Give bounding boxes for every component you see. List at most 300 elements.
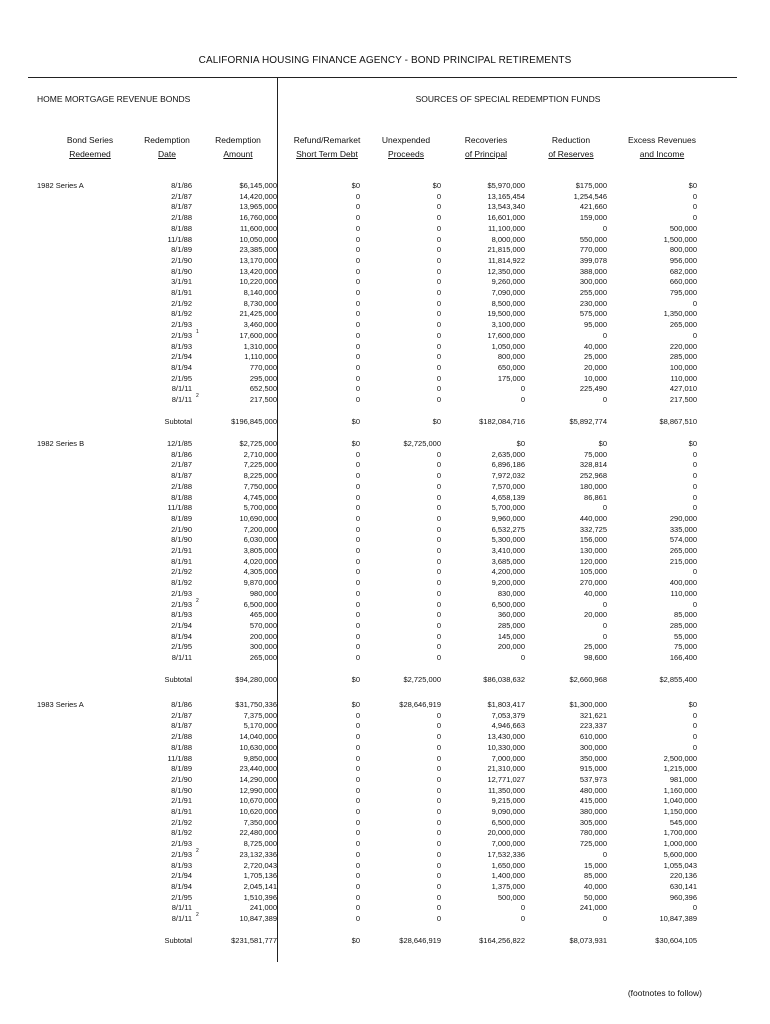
redemption-date: 8/1/86 bbox=[171, 700, 192, 709]
reduction-value: 305,000 bbox=[579, 817, 607, 827]
reduction-value: 480,000 bbox=[579, 785, 607, 795]
unexpended-value: 0 bbox=[436, 503, 441, 513]
recoveries-value: 13,543,340 bbox=[487, 202, 525, 212]
bond-series-label: 1982 Series A bbox=[37, 181, 84, 190]
excess-value: 0 bbox=[692, 460, 697, 470]
recoveries-value: 360,000 bbox=[497, 610, 525, 620]
table-row bbox=[0, 395, 770, 406]
reduction-value: 0 bbox=[602, 620, 607, 630]
bond-series-label: 1983 Series A bbox=[37, 700, 84, 709]
refund-value: 0 bbox=[355, 578, 360, 588]
refund-value: 0 bbox=[355, 753, 360, 763]
subtotal-reduction-value: $5,892,774 bbox=[569, 417, 607, 426]
reduction-value: 415,000 bbox=[579, 796, 607, 806]
redemption-amount: 570,000 bbox=[249, 620, 277, 630]
table-row bbox=[0, 460, 770, 471]
unexpended-value: 0 bbox=[436, 395, 441, 404]
excess-value: 265,000 bbox=[669, 546, 697, 555]
recoveries-value: 0 bbox=[520, 395, 525, 404]
reduction-value: 95,000 bbox=[584, 320, 607, 330]
reduction-value: 15,000 bbox=[584, 860, 607, 870]
recoveries-value: $1,803,417 bbox=[487, 700, 525, 709]
table-row bbox=[0, 839, 770, 850]
table-row bbox=[0, 493, 770, 504]
reduction-value: 421,660 bbox=[579, 202, 607, 212]
excess-value: 0 bbox=[692, 742, 697, 752]
recoveries-value: 10,330,000 bbox=[487, 742, 525, 752]
header-rule bbox=[28, 77, 737, 78]
redemption-amount: 10,050,000 bbox=[239, 234, 277, 244]
reduction-value: 223,337 bbox=[579, 721, 607, 731]
table-row bbox=[0, 342, 770, 353]
excess-value: 682,000 bbox=[669, 266, 697, 276]
unexpended-value: 0 bbox=[436, 481, 441, 491]
refund-value: 0 bbox=[355, 796, 360, 806]
refund-value: 0 bbox=[355, 384, 360, 394]
redemption-amount: 23,440,000 bbox=[239, 764, 277, 774]
refund-value: 0 bbox=[355, 320, 360, 330]
refund-value: 0 bbox=[355, 471, 360, 481]
recoveries-value: 0 bbox=[520, 384, 525, 394]
reduction-value: 388,000 bbox=[579, 266, 607, 276]
table-row bbox=[0, 786, 770, 797]
unexpended-value: 0 bbox=[436, 341, 441, 351]
unexpended-value: 0 bbox=[436, 524, 441, 534]
redemption-date: 2/1/92 bbox=[171, 567, 192, 577]
recoveries-value: $0 bbox=[516, 439, 525, 448]
unexpended-value: $0 bbox=[432, 181, 441, 190]
subtotal-row bbox=[0, 675, 770, 686]
redemption-amount: 21,425,000 bbox=[239, 309, 277, 319]
table-row bbox=[0, 288, 770, 299]
reduction-value: 332,725 bbox=[579, 524, 607, 534]
redemption-date: 2/1/95 bbox=[171, 373, 192, 383]
recoveries-value: 5,700,000 bbox=[491, 503, 525, 513]
excess-value: 75,000 bbox=[674, 642, 697, 652]
recoveries-value: 800,000 bbox=[497, 352, 525, 362]
table-row bbox=[0, 535, 770, 546]
excess-value: 1,350,000 bbox=[663, 309, 697, 319]
redemption-amount: 3,460,000 bbox=[243, 320, 277, 330]
recoveries-value: 7,972,032 bbox=[491, 471, 525, 481]
excess-value: 1,150,000 bbox=[663, 807, 697, 816]
recoveries-value: 500,000 bbox=[497, 892, 525, 902]
excess-value: 1,055,043 bbox=[663, 860, 697, 870]
refund-value: 0 bbox=[355, 710, 360, 720]
col-header-redemption-amount: Redemption Amount bbox=[215, 135, 261, 159]
redemption-amount: 1,310,000 bbox=[243, 341, 277, 351]
redemption-amount: 2,045,141 bbox=[243, 881, 277, 891]
redemption-date: 8/1/87 bbox=[171, 202, 192, 212]
table-row bbox=[0, 893, 770, 904]
redemption-amount: 7,750,000 bbox=[243, 481, 277, 491]
redemption-amount: 7,375,000 bbox=[243, 710, 277, 720]
unexpended-value: 0 bbox=[436, 839, 441, 849]
redemption-amount: 4,020,000 bbox=[243, 556, 277, 566]
redemption-amount: 6,500,000 bbox=[243, 599, 277, 609]
reduction-value: 50,000 bbox=[584, 892, 607, 902]
recoveries-value: 9,215,000 bbox=[491, 796, 525, 806]
redemption-amount: 9,870,000 bbox=[243, 578, 277, 588]
subtotal-reduction-value: $2,660,968 bbox=[569, 675, 607, 684]
excess-value: 0 bbox=[692, 481, 697, 491]
excess-value: 110,000 bbox=[670, 588, 697, 598]
unexpended-value: 0 bbox=[436, 642, 441, 652]
redemption-amount: $2,725,000 bbox=[239, 439, 277, 448]
unexpended-value: 0 bbox=[436, 710, 441, 720]
redemption-date: 8/1/88 bbox=[171, 742, 192, 752]
excess-value: $0 bbox=[688, 181, 697, 190]
excess-value: 100,000 bbox=[669, 362, 697, 372]
redemption-amount: 770,000 bbox=[249, 362, 277, 372]
redemption-amount: 8,730,000 bbox=[243, 298, 277, 308]
refund-value: 0 bbox=[355, 742, 360, 752]
table-row bbox=[0, 597, 770, 611]
footnote-marker: 2 bbox=[196, 597, 199, 604]
redemption-date: 12/1/85 bbox=[166, 439, 192, 448]
excess-value: 1,000,000 bbox=[663, 839, 697, 849]
refund-value: 0 bbox=[355, 524, 360, 534]
reduction-value: 328,814 bbox=[579, 460, 607, 470]
recoveries-value: 8,500,000 bbox=[491, 298, 525, 308]
redemption-amount: 10,670,000 bbox=[239, 796, 277, 806]
refund-value: 0 bbox=[355, 849, 360, 859]
reduction-value: 300,000 bbox=[579, 277, 607, 287]
unexpended-value: 0 bbox=[436, 460, 441, 470]
refund-value: 0 bbox=[355, 191, 360, 201]
recoveries-value: 0 bbox=[520, 903, 525, 913]
redemption-amount: 11,600,000 bbox=[240, 223, 277, 233]
redemption-date: 2/1/88 bbox=[171, 732, 192, 742]
excess-value: 166,400 bbox=[669, 653, 697, 662]
reduction-value: 0 bbox=[602, 599, 607, 609]
redemption-date: 8/1/11 bbox=[171, 384, 192, 394]
refund-value: 0 bbox=[355, 817, 360, 827]
reduction-value: 25,000 bbox=[584, 642, 607, 652]
redemption-date: 11/1/88 bbox=[167, 753, 192, 763]
excess-value: 0 bbox=[692, 599, 697, 609]
unexpended-value: 0 bbox=[436, 449, 441, 459]
subtotal-row bbox=[0, 417, 770, 428]
refund-value: 0 bbox=[355, 546, 360, 555]
reduction-value: 20,000 bbox=[584, 610, 607, 620]
recoveries-value: 1,650,000 bbox=[491, 860, 525, 870]
redemption-date: 8/1/89 bbox=[171, 245, 192, 255]
unexpended-value: 0 bbox=[436, 384, 441, 394]
unexpended-value: 0 bbox=[436, 513, 441, 523]
table-row bbox=[0, 914, 770, 925]
excess-value: 0 bbox=[692, 471, 697, 481]
reduction-value: 399,078 bbox=[579, 255, 607, 265]
refund-value: 0 bbox=[355, 620, 360, 630]
redemption-amount: 10,690,000 bbox=[239, 513, 277, 523]
reduction-value: 225,490 bbox=[579, 384, 607, 394]
recoveries-value: 9,200,000 bbox=[491, 578, 525, 588]
refund-value: 0 bbox=[355, 631, 360, 641]
redemption-amount: 1,110,000 bbox=[244, 352, 277, 362]
redemption-amount: 7,350,000 bbox=[243, 817, 277, 827]
reduction-value: 0 bbox=[602, 631, 607, 641]
recoveries-value: 1,050,000 bbox=[491, 341, 525, 351]
recoveries-value: 650,000 bbox=[497, 362, 525, 372]
reduction-value: 156,000 bbox=[579, 535, 607, 545]
reduction-value: 0 bbox=[602, 914, 607, 923]
subtotal-label: Subtotal bbox=[164, 675, 192, 684]
refund-value: 0 bbox=[355, 588, 360, 598]
excess-value: 1,700,000 bbox=[663, 828, 697, 838]
redemption-amount: 16,760,000 bbox=[239, 213, 277, 223]
unexpended-value: 0 bbox=[436, 492, 441, 502]
subtotal-redemption-amount: $196,845,000 bbox=[231, 417, 277, 426]
recoveries-value: 17,600,000 bbox=[487, 330, 525, 340]
unexpended-value: 0 bbox=[436, 903, 441, 913]
subtotal-refund-value: $0 bbox=[351, 417, 360, 426]
recoveries-value: 7,000,000 bbox=[491, 839, 525, 849]
reduction-value: 105,000 bbox=[579, 567, 607, 577]
reduction-value: 0 bbox=[602, 223, 607, 233]
excess-value: 1,500,000 bbox=[663, 234, 697, 244]
refund-value: 0 bbox=[355, 460, 360, 470]
refund-value: 0 bbox=[355, 535, 360, 545]
redemption-amount: 5,170,000 bbox=[243, 721, 277, 731]
excess-value: 0 bbox=[692, 298, 697, 308]
table-row bbox=[0, 861, 770, 872]
subtotal-recoveries-value: $164,256,822 bbox=[479, 936, 525, 945]
unexpended-value: 0 bbox=[436, 588, 441, 598]
recoveries-value: 285,000 bbox=[497, 620, 525, 630]
unexpended-value: 0 bbox=[436, 742, 441, 752]
redemption-date: 8/1/86 bbox=[171, 449, 192, 459]
excess-value: 2,500,000 bbox=[663, 753, 697, 763]
excess-value: 110,000 bbox=[670, 373, 697, 383]
table-row bbox=[0, 621, 770, 632]
page-title: CALIFORNIA HOUSING FINANCE AGENCY - BOND PRINCIPAL RETIREMENTS bbox=[198, 55, 572, 66]
excess-value: 265,000 bbox=[669, 320, 697, 330]
reduction-value: 230,000 bbox=[579, 298, 607, 308]
col-header-recoveries: Recoveries of Principal bbox=[464, 135, 508, 159]
unexpended-value: 0 bbox=[436, 352, 441, 362]
subtotal-refund-value: $0 bbox=[351, 675, 360, 684]
redemption-amount: 200,000 bbox=[249, 631, 277, 641]
refund-value: 0 bbox=[355, 223, 360, 233]
table-row bbox=[0, 610, 770, 621]
excess-value: 660,000 bbox=[669, 277, 697, 287]
redemption-date: 2/1/90 bbox=[171, 524, 192, 534]
recoveries-value: 3,685,000 bbox=[491, 556, 525, 566]
redemption-date: 8/1/94 bbox=[171, 881, 192, 891]
redemption-date: 11/1/88 bbox=[167, 234, 192, 244]
refund-value: 0 bbox=[355, 277, 360, 287]
reduction-value: 10,000 bbox=[584, 373, 607, 383]
reduction-value: 25,000 bbox=[584, 352, 607, 362]
refund-value: 0 bbox=[355, 234, 360, 244]
refund-value: 0 bbox=[355, 871, 360, 881]
table-row bbox=[0, 202, 770, 213]
redemption-date: 8/1/92 bbox=[171, 309, 192, 319]
refund-value: 0 bbox=[355, 610, 360, 620]
reduction-value: $1,300,000 bbox=[569, 700, 607, 709]
subtotal-excess-value: $30,604,105 bbox=[655, 936, 697, 945]
excess-value: 285,000 bbox=[669, 352, 697, 362]
redemption-amount: 6,030,000 bbox=[243, 535, 277, 545]
unexpended-value: 0 bbox=[436, 620, 441, 630]
refund-value: 0 bbox=[355, 245, 360, 255]
redemption-amount: 3,805,000 bbox=[243, 546, 277, 555]
recoveries-value: 5,300,000 bbox=[491, 535, 525, 545]
redemption-amount: 5,700,000 bbox=[243, 503, 277, 513]
refund-value: 0 bbox=[355, 503, 360, 513]
refund-value: 0 bbox=[355, 881, 360, 891]
reduction-value: 270,000 bbox=[579, 578, 607, 588]
redemption-amount: 2,710,000 bbox=[243, 449, 277, 459]
reduction-value: 0 bbox=[602, 395, 607, 404]
excess-value: 0 bbox=[692, 710, 697, 720]
recoveries-value: 7,053,379 bbox=[491, 710, 525, 720]
refund-value: 0 bbox=[355, 213, 360, 223]
table-row bbox=[0, 721, 770, 732]
recoveries-value: 1,375,000 bbox=[491, 881, 525, 891]
table-row bbox=[0, 363, 770, 374]
unexpended-value: 0 bbox=[436, 828, 441, 838]
table-row bbox=[0, 847, 770, 861]
unexpended-value: 0 bbox=[436, 309, 441, 319]
excess-value: 0 bbox=[692, 213, 697, 223]
refund-value: 0 bbox=[355, 732, 360, 742]
table-row bbox=[0, 352, 770, 363]
recoveries-value: 175,000 bbox=[497, 373, 525, 383]
table-row bbox=[0, 439, 770, 450]
reduction-value: 159,000 bbox=[579, 213, 607, 223]
unexpended-value: 0 bbox=[436, 807, 441, 816]
table-row bbox=[0, 328, 770, 342]
unexpended-value: 0 bbox=[436, 298, 441, 308]
unexpended-value: 0 bbox=[436, 764, 441, 774]
recoveries-value: 4,946,663 bbox=[491, 721, 525, 731]
subtotal-excess-value: $8,867,510 bbox=[659, 417, 697, 426]
subtotal-reduction-value: $8,073,931 bbox=[569, 936, 607, 945]
recoveries-value: 13,165,454 bbox=[487, 191, 525, 201]
table-row bbox=[0, 235, 770, 246]
redemption-date: 2/1/93 bbox=[171, 588, 192, 598]
redemption-date: 8/1/87 bbox=[171, 471, 192, 481]
refund-value: 0 bbox=[355, 449, 360, 459]
recoveries-value: 17,532,336 bbox=[487, 849, 525, 859]
table-row bbox=[0, 525, 770, 536]
unexpended-value: 0 bbox=[436, 277, 441, 287]
recoveries-value: 9,960,000 bbox=[491, 513, 525, 523]
excess-value: 427,010 bbox=[669, 384, 697, 394]
redemption-date: 2/1/93 bbox=[171, 330, 192, 340]
reduction-value: 300,000 bbox=[579, 742, 607, 752]
table-row bbox=[0, 320, 770, 331]
redemption-date: 2/1/93 bbox=[171, 849, 192, 859]
recoveries-value: 11,100,000 bbox=[488, 223, 525, 233]
redemption-date: 2/1/93 bbox=[171, 839, 192, 849]
recoveries-value: 6,500,000 bbox=[491, 817, 525, 827]
recoveries-value: 9,090,000 bbox=[491, 807, 525, 816]
refund-value: 0 bbox=[355, 373, 360, 383]
table-row bbox=[0, 471, 770, 482]
redemption-amount: 652,500 bbox=[249, 384, 277, 394]
subtotal-unexpended-value: $2,725,000 bbox=[403, 675, 441, 684]
reduction-value: 537,973 bbox=[579, 774, 607, 784]
table-row bbox=[0, 642, 770, 653]
redemption-date: 8/1/93 bbox=[171, 341, 192, 351]
redemption-amount: 22,480,000 bbox=[239, 828, 277, 838]
refund-value: 0 bbox=[355, 785, 360, 795]
unexpended-value: 0 bbox=[436, 266, 441, 276]
reduction-value: 780,000 bbox=[579, 828, 607, 838]
subtotal-recoveries-value: $86,038,632 bbox=[483, 675, 525, 684]
redemption-amount: 465,000 bbox=[249, 610, 277, 620]
unexpended-value: 0 bbox=[436, 914, 441, 923]
recoveries-value: 4,200,000 bbox=[491, 567, 525, 577]
col-header-reduction: Reduction of Reserves bbox=[548, 135, 594, 159]
redemption-date: 8/1/86 bbox=[171, 181, 192, 190]
excess-value: 545,000 bbox=[669, 817, 697, 827]
reduction-value: 0 bbox=[602, 330, 607, 340]
excess-value: 0 bbox=[692, 191, 697, 201]
refund-value: 0 bbox=[355, 492, 360, 502]
table-row bbox=[0, 754, 770, 765]
unexpended-value: 0 bbox=[436, 535, 441, 545]
footnote-marker: 1 bbox=[196, 328, 199, 335]
unexpended-value: 0 bbox=[436, 860, 441, 870]
redemption-date: 8/1/89 bbox=[171, 764, 192, 774]
excess-value: 1,160,000 bbox=[663, 785, 697, 795]
reduction-value: 440,000 bbox=[579, 513, 607, 523]
reduction-value: 130,000 bbox=[579, 546, 607, 555]
redemption-date: 2/1/92 bbox=[171, 298, 192, 308]
excess-value: 956,000 bbox=[669, 255, 697, 265]
refund-value: 0 bbox=[355, 352, 360, 362]
recoveries-value: 2,635,000 bbox=[491, 449, 525, 459]
table-row bbox=[0, 299, 770, 310]
refund-value: 0 bbox=[355, 721, 360, 731]
excess-value: 335,000 bbox=[669, 524, 697, 534]
recoveries-value: 200,000 bbox=[497, 642, 525, 652]
recoveries-value: 3,410,000 bbox=[491, 546, 525, 555]
recoveries-value: 12,350,000 bbox=[487, 266, 525, 276]
redemption-date: 2/1/91 bbox=[171, 796, 192, 806]
redemption-date: 2/1/93 bbox=[171, 320, 192, 330]
recoveries-value: 12,771,027 bbox=[487, 774, 525, 784]
redemption-amount: 7,225,000 bbox=[243, 460, 277, 470]
refund-value: 0 bbox=[355, 309, 360, 319]
table-row bbox=[0, 546, 770, 557]
refund-value: 0 bbox=[355, 255, 360, 265]
unexpended-value: 0 bbox=[436, 892, 441, 902]
footnote-notice: (footnotes to follow) bbox=[627, 988, 702, 998]
redemption-amount: 2,720,043 bbox=[243, 860, 277, 870]
reduction-value: 1,254,546 bbox=[573, 191, 607, 201]
excess-value: 215,000 bbox=[669, 556, 697, 566]
refund-value: $0 bbox=[351, 439, 360, 448]
unexpended-value: 0 bbox=[436, 721, 441, 731]
redemption-date: 8/1/91 bbox=[171, 807, 192, 816]
redemption-amount: 8,225,000 bbox=[243, 471, 277, 481]
table-row bbox=[0, 775, 770, 786]
excess-value: $0 bbox=[688, 700, 697, 709]
table-row bbox=[0, 309, 770, 320]
col-header-bond-series: Bond Series Redeemed bbox=[66, 135, 114, 159]
unexpended-value: 0 bbox=[436, 373, 441, 383]
subtotal-unexpended-value: $28,646,919 bbox=[399, 936, 441, 945]
excess-value: 5,600,000 bbox=[663, 849, 697, 859]
redemption-date: 8/1/87 bbox=[171, 721, 192, 731]
table-row bbox=[0, 503, 770, 514]
redemption-amount: $31,750,336 bbox=[235, 700, 277, 709]
